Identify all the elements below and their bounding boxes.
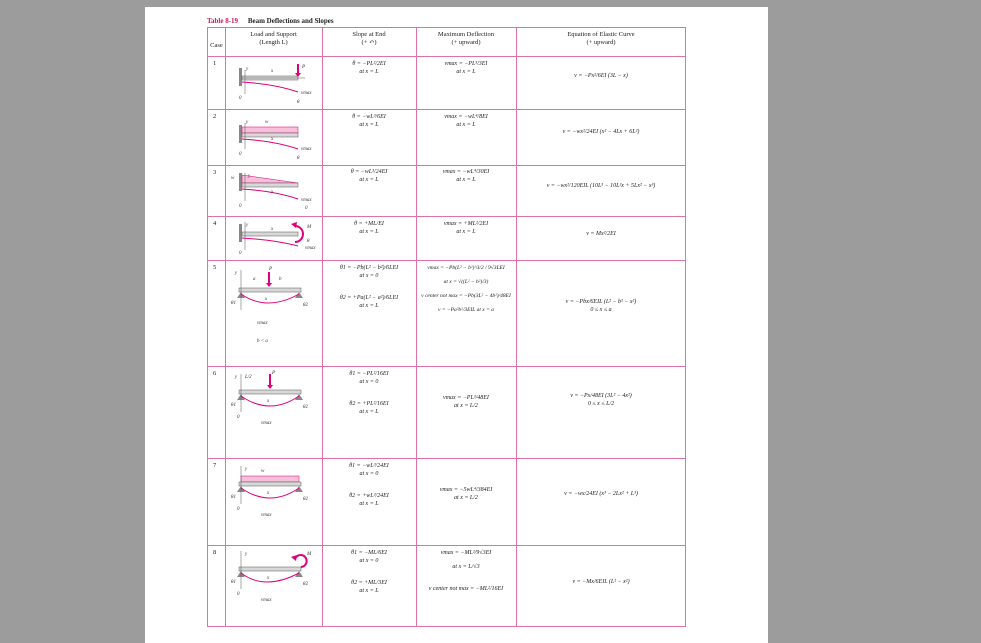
- svg-text:x: x: [267, 576, 270, 581]
- svg-text:y: y: [246, 223, 249, 228]
- svg-text:θ2: θ2: [303, 303, 308, 308]
- svg-text:0: 0: [239, 152, 242, 157]
- svg-text:x: x: [267, 399, 270, 404]
- case-2: 2: [213, 113, 217, 120]
- svg-text:0: 0: [237, 507, 240, 512]
- svg-text:P: P: [272, 371, 276, 376]
- svg-text:θ: θ: [307, 239, 310, 244]
- equation-case-1: v = −Px²/6EI (3L − x): [574, 73, 628, 79]
- table-number: Table 8-19: [207, 17, 239, 25]
- svg-text:x: x: [267, 491, 270, 496]
- case-5: 5: [213, 264, 217, 271]
- svg-text:y: y: [246, 67, 249, 72]
- case-7: 7: [213, 462, 217, 469]
- svg-text:θ2: θ2: [303, 582, 308, 587]
- deflection-case-2: vmax = −wL⁴/8EI at x = L: [444, 114, 488, 128]
- table-caption: Beam Deflections and Slopes: [247, 17, 334, 25]
- case-1: 1: [213, 60, 217, 67]
- case-3: 3: [213, 169, 217, 176]
- diagram-case-6: [225, 366, 322, 458]
- diagram-case-2: [225, 109, 322, 165]
- svg-text:P: P: [269, 267, 273, 272]
- deflection-case-8: vmax = −ML²/9√3EI at x = L/√3 v center not max = −ML²/16EI: [428, 550, 504, 592]
- deflection-case-1: vmax = −PL³/3EI at x = L: [444, 61, 488, 75]
- beam-table: [207, 27, 686, 627]
- deflection-case-6: vmax = −PL³/48EI at x = L/2: [443, 395, 489, 409]
- svg-text:x: x: [271, 227, 274, 232]
- svg-text:x: x: [271, 137, 274, 142]
- svg-text:w: w: [265, 120, 269, 125]
- svg-text:w: w: [261, 469, 265, 474]
- slope-case-3: θ = −wL³/24EI at x = L: [350, 169, 388, 183]
- svg-text:b < a: b < a: [257, 339, 268, 344]
- svg-text:vmax: vmax: [301, 91, 312, 96]
- svg-text:0: 0: [305, 206, 308, 211]
- equation-case-5: v = −Pbx/6EIL (L² − b² − x²) 0 ≤ x ≤ a: [565, 299, 637, 313]
- svg-text:x: x: [265, 297, 268, 302]
- case-4: 4: [213, 220, 217, 227]
- svg-text:0: 0: [239, 251, 242, 256]
- svg-text:vmax: vmax: [261, 421, 272, 426]
- diagram-case-5: [225, 260, 322, 366]
- svg-text:M: M: [307, 552, 312, 557]
- table-title: [207, 17, 334, 25]
- svg-text:θ1: θ1: [231, 580, 236, 585]
- svg-text:P: P: [302, 65, 306, 70]
- svg-text:0: 0: [239, 96, 242, 101]
- svg-text:θ2: θ2: [303, 497, 308, 502]
- diagram-case-4: [225, 216, 322, 260]
- svg-text:y: y: [248, 174, 251, 179]
- slope-case-2: θ = −wL³/6EI at x = L: [352, 114, 386, 128]
- svg-text:y: y: [246, 120, 249, 125]
- equation-case-2: v = −wx²/24EI (x² − 4Lx + 6L²): [562, 129, 640, 135]
- svg-text:vmax: vmax: [261, 513, 272, 518]
- svg-text:0: 0: [239, 204, 242, 209]
- equation-case-4: v = Mx²/2EI: [586, 231, 616, 237]
- svg-text:vmax: vmax: [301, 147, 312, 152]
- svg-text:θ: θ: [297, 156, 300, 161]
- svg-text:vmax: vmax: [257, 321, 268, 326]
- diagram-case-3: [225, 165, 322, 216]
- svg-text:y: y: [235, 375, 238, 380]
- slope-case-4: θ = +ML/EI at x = L: [354, 221, 384, 235]
- svg-text:0: 0: [237, 592, 240, 597]
- svg-text:a: a: [253, 277, 256, 282]
- svg-text:θ1: θ1: [231, 301, 236, 306]
- header-load: Load and Support (Length L): [250, 31, 297, 46]
- header-deflection: Maximum Deflection (+ upward): [437, 31, 495, 46]
- equation-case-3: v = −wx²/120EIL (10L³ − 10L²x + 5Lx² − x³): [546, 183, 656, 189]
- header-equation: Equation of Elastic Curve (+ upward): [567, 31, 635, 46]
- diagram-case-7: [225, 458, 322, 545]
- svg-text:w: w: [231, 176, 235, 181]
- svg-text:x: x: [271, 190, 274, 195]
- svg-text:θ1: θ1: [231, 495, 236, 500]
- slope-case-1: θ = −PL²/2EI at x = L: [352, 61, 386, 75]
- deflection-case-7: vmax = −5wL⁴/384EI at x = L/2: [439, 487, 493, 501]
- svg-text:x: x: [271, 69, 274, 74]
- svg-text:vmax: vmax: [261, 598, 272, 603]
- diagram-case-1: [225, 56, 322, 109]
- equation-case-6: v = −Px/48EI (3L² − 4x²) 0 ≤ x ≤ L/2: [570, 393, 632, 407]
- svg-text:L/2: L/2: [245, 375, 252, 380]
- equation-case-8: v = −Mx/6EIL (L² − x²): [572, 579, 630, 585]
- document-page: [145, 7, 768, 643]
- diagram-case-8: [225, 545, 322, 628]
- svg-text:y: y: [245, 552, 248, 557]
- svg-text:θ2: θ2: [303, 405, 308, 410]
- deflection-case-3: vmax = −wL⁴/30EI at x = L: [442, 169, 490, 183]
- svg-text:vmax: vmax: [301, 198, 312, 203]
- deflection-case-4: vmax = +ML²/2EI at x = L: [443, 221, 489, 235]
- case-8: 8: [213, 549, 217, 556]
- header-case: Case: [210, 42, 223, 49]
- svg-text:M: M: [307, 225, 312, 230]
- slope-case-7: θ1 = −wL³/24EI at x = 0 θ2 = +wL³/24EI at x = L: [349, 463, 389, 507]
- deflection-case-5: vmax = −Pb(L² − b²)^3/2 / 9√3LEI at x = √((L² − b²)/3) v center not max = −Pb(3L² − 4b²)/48EI v = −Pa²b²/3EIL at x = a: [421, 265, 511, 313]
- svg-text:θ: θ: [297, 100, 300, 105]
- slope-case-8: θ1 = −ML/6EI at x = 0 θ2 = +ML/3EI at x = L: [351, 550, 387, 594]
- slope-case-5: θ1 = −Pb(L² − b²)/6LEI at x = 0 θ2 = +Pa(L² − a²)/6LEI at x = L: [339, 265, 399, 309]
- slope-case-6: θ1 = −PL²/16EI at x = 0 θ2 = +PL²/16EI at x = L: [349, 371, 389, 415]
- equation-case-7: v = −wx/24EI (x³ − 2Lx² + L³): [564, 491, 638, 497]
- svg-text:y: y: [245, 467, 248, 472]
- svg-text:θ1: θ1: [231, 403, 236, 408]
- svg-text:b: b: [279, 277, 282, 282]
- svg-text:vmax: vmax: [305, 246, 316, 251]
- header-slope: Slope at End (+ ↶): [352, 31, 386, 46]
- svg-text:y: y: [235, 271, 238, 276]
- case-6: 6: [213, 370, 217, 377]
- svg-text:0: 0: [237, 415, 240, 420]
